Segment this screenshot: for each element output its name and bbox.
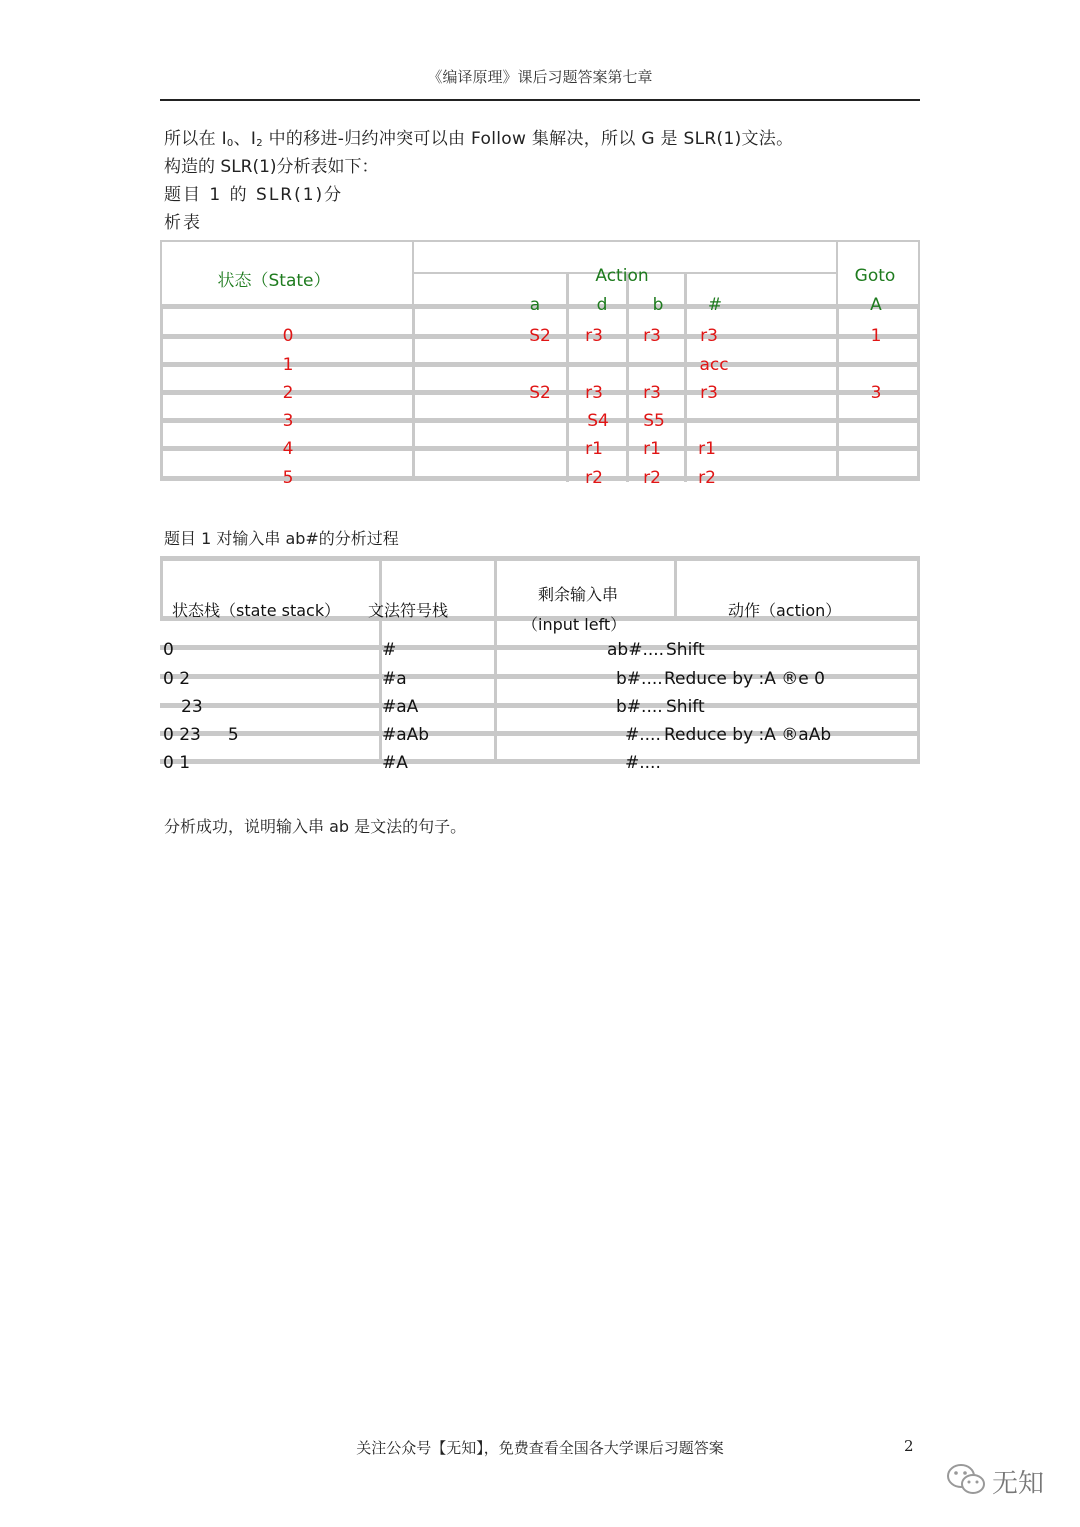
slr-cell-hash: r3 [700, 326, 718, 346]
body-line-1 [164, 124, 793, 149]
body-line-1-sub-2: 2 [256, 138, 263, 149]
slr-col-rule [412, 304, 415, 480]
body-line-1-part-3: 中的移进-归约冲突可以由 Follow 集解决，所以 G 是 SLR(1)文法。 [262, 129, 794, 149]
proc-rule [160, 556, 920, 561]
proc-rule [160, 703, 920, 708]
slr-cell-state: 1 [282, 355, 294, 375]
slr-col-rule [160, 304, 163, 480]
watermark [946, 1462, 1044, 1500]
body-line-3: 题目 1 的 SLR(1)分 [164, 185, 344, 205]
header-rule [160, 99, 920, 101]
slr-col-rule [566, 274, 569, 482]
slr-cell-d: r3 [585, 383, 603, 403]
page-header: 《编译原理》课后习题答案第七章 [427, 68, 653, 86]
slr-cell-b: r3 [643, 326, 661, 346]
slr-state-header: 状态（State） [217, 271, 331, 291]
slr-cell-d: r2 [585, 468, 603, 488]
proc-col-rule [494, 556, 497, 763]
proc-header-input-left-en: （input left） [522, 615, 627, 634]
slr-cell-state: 3 [282, 411, 294, 431]
proc-cell-symbol: #a [382, 669, 407, 689]
slr-cell-state: 5 [282, 468, 294, 488]
slr-col-a: a [529, 295, 541, 315]
proc-cell-state: 0 [163, 640, 174, 660]
proc-header-action: 动作（action） [728, 601, 842, 620]
proc-cell-action: Shift [666, 640, 705, 660]
proc-cell-symbol: # [382, 640, 397, 660]
slr-col-rule [684, 274, 687, 482]
slr-cell-hash: r2 [698, 468, 716, 488]
slr-cell-b: S5 [643, 411, 665, 431]
slr-table [160, 240, 920, 488]
body-line-1-part-2: 、I [233, 129, 257, 149]
proc-col-rule [917, 556, 920, 763]
conclusion-text: 分析成功，说明输入串 ab 是文法的句子。 [164, 817, 467, 836]
proc-cell-symbol: #A [382, 753, 408, 773]
slr-cell-d: r3 [585, 326, 603, 346]
slr-cell-state: 0 [282, 326, 294, 346]
slr-cell-b: r2 [643, 468, 661, 488]
slr-goto-header: Goto [854, 266, 896, 286]
footer-text: 关注公众号【无知】，免费查看全国各大学课后习题答案 [356, 1439, 724, 1457]
proc-col-rule [160, 556, 163, 620]
slr-col-rule [917, 304, 920, 480]
body-line-2: 构造的 SLR(1)分析表如下： [164, 157, 379, 177]
slr-col-rule [626, 274, 629, 482]
wechat-icon [946, 1462, 986, 1500]
proc-cell-input: ab#.... [607, 640, 665, 660]
proc-cell-state: 0 2 [163, 669, 191, 689]
proc-cell-input: #.... [625, 725, 661, 745]
body-line-4: 析表 [164, 213, 202, 233]
proc-rule [160, 759, 920, 764]
proc-col-rule [674, 556, 677, 620]
proc-cell-state: 0 23 5 [163, 725, 239, 745]
proc-cell-action: Shift [666, 697, 705, 717]
slr-row-rule [160, 476, 920, 481]
slr-col-hash: # [707, 295, 723, 315]
slr-action-header: Action [595, 266, 649, 286]
slr-row-rule [160, 362, 920, 367]
proc-cell-input: b#.... [616, 697, 663, 717]
proc-header-input-left: 剩余输入串 [538, 585, 619, 604]
slr-row-rule [160, 418, 920, 423]
proc-header-state-stack: 状态栈（state stack） [172, 601, 341, 620]
process-caption: 题目 1 对输入串 ab#的分析过程 [164, 529, 399, 548]
slr-cell-hash: r3 [700, 383, 718, 403]
slr-cell-b: r3 [643, 383, 661, 403]
proc-cell-state: 0 1 [163, 753, 191, 773]
proc-cell-state: 23 [181, 697, 203, 717]
slr-cell-d: r1 [585, 439, 603, 459]
slr-cell-a: S2 [529, 383, 551, 403]
slr-col-d: d [596, 295, 608, 315]
proc-cell-symbol: #aAb [382, 725, 430, 745]
slr-cell-hash: acc [699, 355, 729, 375]
page-number: 2 [904, 1437, 914, 1455]
body-line-1-sub-1: 0 [226, 138, 234, 149]
proc-cell-symbol: #aA [382, 697, 419, 717]
slr-row-rule [160, 446, 920, 451]
slr-cell-hash: r1 [698, 439, 716, 459]
body-line-1-part-1: 所以在 I [164, 129, 227, 149]
slr-cell-b: r1 [643, 439, 661, 459]
proc-cell-input: b#.... [616, 669, 663, 689]
proc-cell-input: #.... [625, 753, 661, 773]
slr-cell-goto: 1 [870, 326, 882, 346]
slr-cell-state: 2 [282, 383, 294, 403]
slr-col-rule [836, 304, 839, 480]
slr-cell-d: S4 [587, 411, 609, 431]
watermark-text: 无知 [992, 1468, 1045, 1499]
slr-cell-a: S2 [529, 326, 551, 346]
process-table [160, 556, 920, 773]
slr-col-b: b [652, 295, 664, 315]
proc-cell-action: Reduce by :A ®aAb [664, 725, 832, 745]
slr-col-A: A [870, 295, 882, 315]
slr-cell-goto: 3 [870, 383, 882, 403]
proc-cell-action: Reduce by :A ®e 0 [664, 669, 825, 689]
slr-cell-state: 4 [282, 439, 294, 459]
proc-header-symbol-stack: 文法符号栈 [368, 601, 449, 620]
proc-rule [160, 645, 920, 650]
